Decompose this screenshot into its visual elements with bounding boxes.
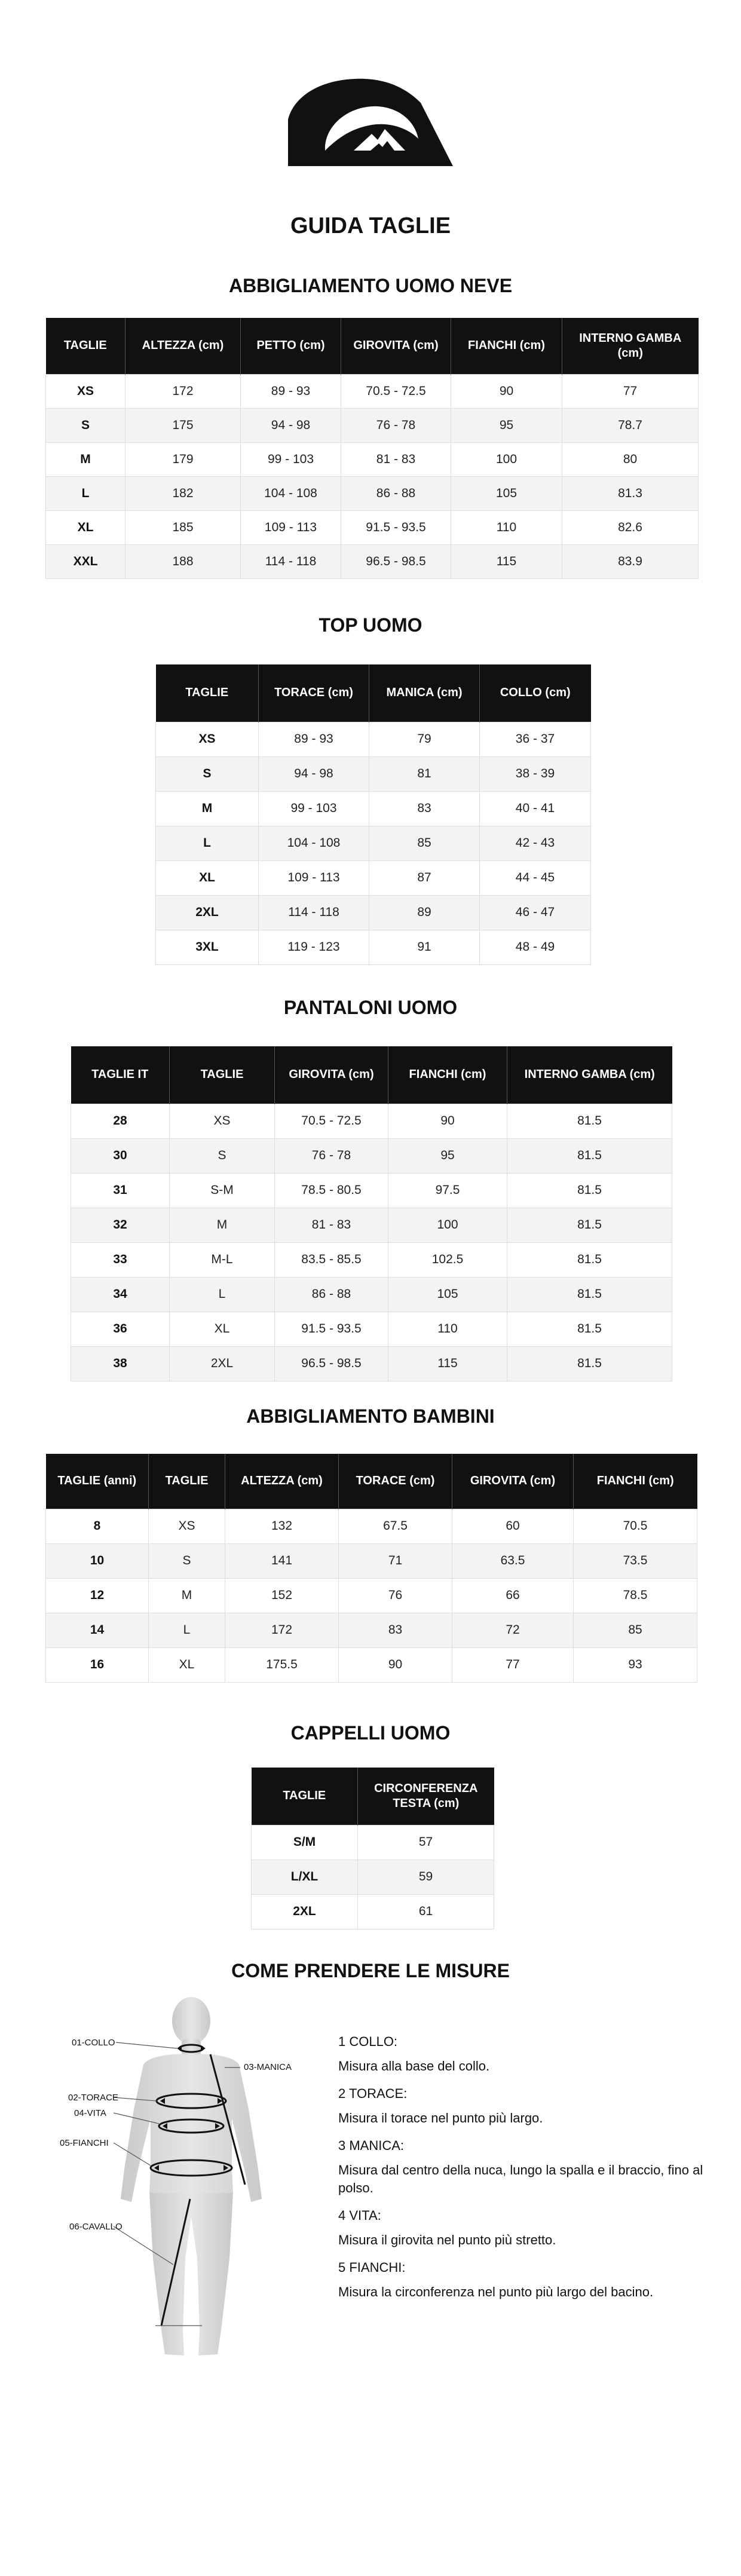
table-cell: 102.5 xyxy=(388,1242,507,1277)
table-cell: XS xyxy=(46,374,125,408)
table-cell: 91 xyxy=(369,930,480,964)
label-manica: 03-MANICA xyxy=(244,2062,292,2072)
table-cell: 82.6 xyxy=(562,510,699,544)
table-cell: 28 xyxy=(71,1104,170,1138)
table-row xyxy=(71,1104,672,1138)
table-header-row xyxy=(71,1046,672,1104)
table-cell: 81.5 xyxy=(507,1173,672,1208)
table-cell: 81 - 83 xyxy=(275,1208,388,1242)
column-header: MANICA (cm) xyxy=(369,664,480,722)
table-row xyxy=(71,1208,672,1242)
table-cell: 57 xyxy=(358,1825,494,1860)
table-cell: 78.5 xyxy=(574,1578,697,1613)
table-cell: 76 - 78 xyxy=(341,408,451,442)
table-cell: XL xyxy=(170,1312,275,1346)
table-row xyxy=(46,1578,697,1613)
table-cell: 77 xyxy=(562,374,699,408)
table-cell: 96.5 - 98.5 xyxy=(275,1346,388,1381)
table-header-row xyxy=(46,1454,697,1509)
table-cell: 110 xyxy=(451,510,562,544)
table-row xyxy=(46,1613,697,1647)
column-header: FIANCHI (cm) xyxy=(574,1454,697,1509)
table-row xyxy=(71,1277,672,1312)
table-cell: 89 - 93 xyxy=(241,374,341,408)
table-cell: 59 xyxy=(358,1860,494,1894)
table-cell: 81.5 xyxy=(507,1312,672,1346)
table-cell: 33 xyxy=(71,1242,170,1277)
table-cell: XL xyxy=(156,860,259,895)
table-cell: S xyxy=(149,1543,225,1578)
table-cell: 61 xyxy=(358,1894,494,1929)
column-header: GIROVITA (cm) xyxy=(341,318,451,374)
table-cell: 104 - 108 xyxy=(241,476,341,510)
instruction-text: Misura dal centro della nuca, lungo la spalla e il braccio, fino al polso. xyxy=(338,2162,703,2195)
table-cell: 14 xyxy=(46,1613,149,1647)
table-cell: 36 xyxy=(71,1312,170,1346)
table-row xyxy=(46,1543,697,1578)
snow-section-title: ABBIGLIAMENTO UOMO NEVE xyxy=(228,275,513,296)
table-cell: 175.5 xyxy=(225,1647,339,1682)
label-cavallo: 06-CAVALLO xyxy=(69,2222,123,2232)
table-cell: 83 xyxy=(369,791,480,826)
table-cell: 132 xyxy=(225,1509,339,1543)
table-cell: 100 xyxy=(388,1208,507,1242)
table-cell: M-L xyxy=(170,1242,275,1277)
column-header: GIROVITA (cm) xyxy=(275,1046,388,1104)
table-cell: 81 - 83 xyxy=(341,442,451,476)
table-cell: 179 xyxy=(125,442,241,476)
table-cell: 99 - 103 xyxy=(241,442,341,476)
table-row xyxy=(156,826,591,860)
table-cell: 91.5 - 93.5 xyxy=(341,510,451,544)
instruction-text: Misura il torace nel punto più largo. xyxy=(338,2110,543,2125)
table-cell: 10 xyxy=(46,1543,149,1578)
table-cell: 8 xyxy=(46,1509,149,1543)
table-cell: 38 - 39 xyxy=(480,756,591,791)
table-cell: XS xyxy=(149,1509,225,1543)
table-cell: 30 xyxy=(71,1138,170,1173)
table-row xyxy=(252,1860,494,1894)
table-cell: 100 xyxy=(451,442,562,476)
table-cell: 42 - 43 xyxy=(480,826,591,860)
table-cell: 44 - 45 xyxy=(480,860,591,895)
table-row xyxy=(156,791,591,826)
table-row xyxy=(156,930,591,964)
table-cell: 81.5 xyxy=(507,1104,672,1138)
table-cell: 93 xyxy=(574,1647,697,1682)
table-cell: 115 xyxy=(388,1346,507,1381)
table-cell: 96.5 - 98.5 xyxy=(341,544,451,578)
column-header: ALTEZZA (cm) xyxy=(125,318,241,374)
instruction-heading: 3 MANICA: xyxy=(338,2138,405,2154)
table-cell: 71 xyxy=(339,1543,452,1578)
table-cell: 175 xyxy=(125,408,241,442)
table-header-row xyxy=(252,1768,494,1825)
table-cell: 72 xyxy=(452,1613,574,1647)
table-cell: S xyxy=(156,756,259,791)
table-cell: 152 xyxy=(225,1578,339,1613)
table-cell: 172 xyxy=(225,1613,339,1647)
table-cell: XL xyxy=(149,1647,225,1682)
table-row xyxy=(46,510,699,544)
table-cell: XXL xyxy=(46,544,125,578)
table-cell: L xyxy=(156,826,259,860)
column-header: TAGLIE (anni) xyxy=(46,1454,149,1509)
table-cell: 97.5 xyxy=(388,1173,507,1208)
kids-section-title: ABBIGLIAMENTO BAMBINI xyxy=(246,1405,495,1427)
instruction-text: Misura il girovita nel punto più stretto. xyxy=(338,2232,556,2247)
table-row xyxy=(46,1509,697,1543)
column-header: COLLO (cm) xyxy=(480,664,591,722)
table-cell: 2XL xyxy=(252,1894,358,1929)
table-cell: 110 xyxy=(388,1312,507,1346)
table-cell: 81.5 xyxy=(507,1277,672,1312)
table-row xyxy=(252,1894,494,1929)
table-cell: 70.5 xyxy=(574,1509,697,1543)
table-header-row xyxy=(156,664,591,722)
table-cell: 104 - 108 xyxy=(259,826,369,860)
table-cell: 105 xyxy=(451,476,562,510)
table-cell: 60 xyxy=(452,1509,574,1543)
table-cell: 67.5 xyxy=(339,1509,452,1543)
table-row xyxy=(46,442,699,476)
instruction-text: Misura alla base del collo. xyxy=(338,2058,490,2073)
instruction-heading: 5 FIANCHI: xyxy=(338,2260,406,2275)
table-cell: 76 - 78 xyxy=(275,1138,388,1173)
table-header-row xyxy=(46,318,699,374)
column-header: TAGLIE xyxy=(149,1454,225,1509)
table-row xyxy=(46,408,699,442)
table-cell: 172 xyxy=(125,374,241,408)
table-row xyxy=(156,860,591,895)
table-cell: 86 - 88 xyxy=(275,1277,388,1312)
table-cell: 95 xyxy=(451,408,562,442)
table-cell: 81.3 xyxy=(562,476,699,510)
table-cell: 83.9 xyxy=(562,544,699,578)
table-cell: 85 xyxy=(574,1613,697,1647)
column-header: TAGLIE xyxy=(156,664,259,722)
table-cell: 119 - 123 xyxy=(259,930,369,964)
table-cell: 87 xyxy=(369,860,480,895)
hats-size-table xyxy=(251,1768,494,1929)
table-row xyxy=(156,722,591,756)
table-cell: S xyxy=(46,408,125,442)
table-row xyxy=(71,1242,672,1277)
table-cell: 16 xyxy=(46,1647,149,1682)
column-header: TORACE (cm) xyxy=(259,664,369,722)
table-cell: 94 - 98 xyxy=(241,408,341,442)
table-row xyxy=(71,1346,672,1381)
table-cell: 81.5 xyxy=(507,1242,672,1277)
table-cell: 85 xyxy=(369,826,480,860)
table-cell: 76 xyxy=(339,1578,452,1613)
table-cell: 3XL xyxy=(156,930,259,964)
snow-size-table xyxy=(45,318,699,579)
table-row xyxy=(156,895,591,930)
body-measurement-figure xyxy=(60,1996,323,2378)
table-cell: 48 - 49 xyxy=(480,930,591,964)
table-cell: 2XL xyxy=(156,895,259,930)
column-header: TAGLIE IT xyxy=(71,1046,170,1104)
table-cell: 46 - 47 xyxy=(480,895,591,930)
measurement-instructions xyxy=(338,2033,709,2312)
column-header: INTERNO GAMBA (cm) xyxy=(507,1046,672,1104)
instruction-heading: 4 VITA: xyxy=(338,2208,381,2223)
table-cell: 89 - 93 xyxy=(259,722,369,756)
table-cell: XL xyxy=(46,510,125,544)
table-cell: 70.5 - 72.5 xyxy=(341,374,451,408)
table-cell: L/XL xyxy=(252,1860,358,1894)
column-header: INTERNO GAMBA (cm) xyxy=(562,318,699,374)
table-cell: 86 - 88 xyxy=(341,476,451,510)
table-cell: M xyxy=(170,1208,275,1242)
column-header: PETTO (cm) xyxy=(241,318,341,374)
hats-section-title: CAPPELLI UOMO xyxy=(290,1722,451,1744)
table-cell: 34 xyxy=(71,1277,170,1312)
table-row xyxy=(71,1138,672,1173)
table-cell: 12 xyxy=(46,1578,149,1613)
table-cell: 90 xyxy=(388,1104,507,1138)
table-cell: M xyxy=(149,1578,225,1613)
table-cell: 83.5 - 85.5 xyxy=(275,1242,388,1277)
label-vita: 04-VITA xyxy=(74,2108,106,2118)
table-cell: 78.5 - 80.5 xyxy=(275,1173,388,1208)
table-cell: L xyxy=(170,1277,275,1312)
table-cell: 81.5 xyxy=(507,1346,672,1381)
column-header: CIRCONFERENZA TESTA (cm) xyxy=(358,1768,494,1825)
table-cell: 115 xyxy=(451,544,562,578)
table-row xyxy=(46,1647,697,1682)
table-row xyxy=(46,374,699,408)
table-row xyxy=(252,1825,494,1860)
pants-size-table xyxy=(71,1046,672,1382)
column-header: ALTEZZA (cm) xyxy=(225,1454,339,1509)
table-cell: S xyxy=(170,1138,275,1173)
table-cell: 63.5 xyxy=(452,1543,574,1578)
table-cell: 2XL xyxy=(170,1346,275,1381)
table-cell: 81.5 xyxy=(507,1208,672,1242)
table-cell: 182 xyxy=(125,476,241,510)
table-cell: M xyxy=(156,791,259,826)
measure-section-title: COME PRENDERE LE MISURE xyxy=(231,1960,510,1981)
table-cell: 83 xyxy=(339,1613,452,1647)
table-cell: 185 xyxy=(125,510,241,544)
table-cell: 78.7 xyxy=(562,408,699,442)
table-cell: 73.5 xyxy=(574,1543,697,1578)
column-header: TAGLIE xyxy=(46,318,125,374)
table-cell: 95 xyxy=(388,1138,507,1173)
table-cell: L xyxy=(149,1613,225,1647)
table-cell: 38 xyxy=(71,1346,170,1381)
column-header: TAGLIE xyxy=(170,1046,275,1104)
label-fianchi: 05-FIANCHI xyxy=(60,2138,109,2148)
table-cell: S-M xyxy=(170,1173,275,1208)
table-cell: 99 - 103 xyxy=(259,791,369,826)
brand-logo-icon xyxy=(288,79,453,166)
instruction-heading: 2 TORACE: xyxy=(338,2086,408,2102)
column-header: FIANCHI (cm) xyxy=(388,1046,507,1104)
table-row xyxy=(46,476,699,510)
table-cell: 109 - 113 xyxy=(241,510,341,544)
table-cell: S/M xyxy=(252,1825,358,1860)
table-cell: 114 - 118 xyxy=(259,895,369,930)
table-cell: 77 xyxy=(452,1647,574,1682)
table-row xyxy=(71,1173,672,1208)
table-cell: 80 xyxy=(562,442,699,476)
table-cell: XS xyxy=(156,722,259,756)
column-header: GIROVITA (cm) xyxy=(452,1454,574,1509)
page-title: GUIDA TAGLIE xyxy=(290,213,451,238)
column-header: TORACE (cm) xyxy=(339,1454,452,1509)
instruction-heading: 1 COLLO: xyxy=(338,2034,398,2049)
kids-size-table xyxy=(45,1454,697,1683)
table-cell: 40 - 41 xyxy=(480,791,591,826)
table-cell: 89 xyxy=(369,895,480,930)
table-cell: 105 xyxy=(388,1277,507,1312)
table-cell: 114 - 118 xyxy=(241,544,341,578)
table-cell: 81.5 xyxy=(507,1138,672,1173)
table-row xyxy=(156,756,591,791)
instruction-text: Misura la circonferenza nel punto più largo del bacino. xyxy=(338,2284,654,2299)
table-cell: 66 xyxy=(452,1578,574,1613)
table-cell: 32 xyxy=(71,1208,170,1242)
label-torace: 02-TORACE xyxy=(68,2093,118,2103)
table-cell: 90 xyxy=(339,1647,452,1682)
table-cell: 91.5 - 93.5 xyxy=(275,1312,388,1346)
table-row xyxy=(46,544,699,578)
table-cell: 79 xyxy=(369,722,480,756)
table-cell: 188 xyxy=(125,544,241,578)
table-cell: 81 xyxy=(369,756,480,791)
table-cell: 141 xyxy=(225,1543,339,1578)
column-header: TAGLIE xyxy=(252,1768,358,1825)
table-cell: 36 - 37 xyxy=(480,722,591,756)
table-cell: M xyxy=(46,442,125,476)
column-header: FIANCHI (cm) xyxy=(451,318,562,374)
top-size-table xyxy=(155,664,591,965)
table-cell: 31 xyxy=(71,1173,170,1208)
table-cell: L xyxy=(46,476,125,510)
table-cell: 70.5 - 72.5 xyxy=(275,1104,388,1138)
table-cell: 90 xyxy=(451,374,562,408)
top-section-title: TOP UOMO xyxy=(319,614,422,636)
table-cell: 94 - 98 xyxy=(259,756,369,791)
table-row xyxy=(71,1312,672,1346)
pants-section-title: PANTALONI UOMO xyxy=(283,997,458,1018)
label-collo: 01-COLLO xyxy=(72,2038,115,2048)
table-cell: 109 - 113 xyxy=(259,860,369,895)
table-cell: XS xyxy=(170,1104,275,1138)
